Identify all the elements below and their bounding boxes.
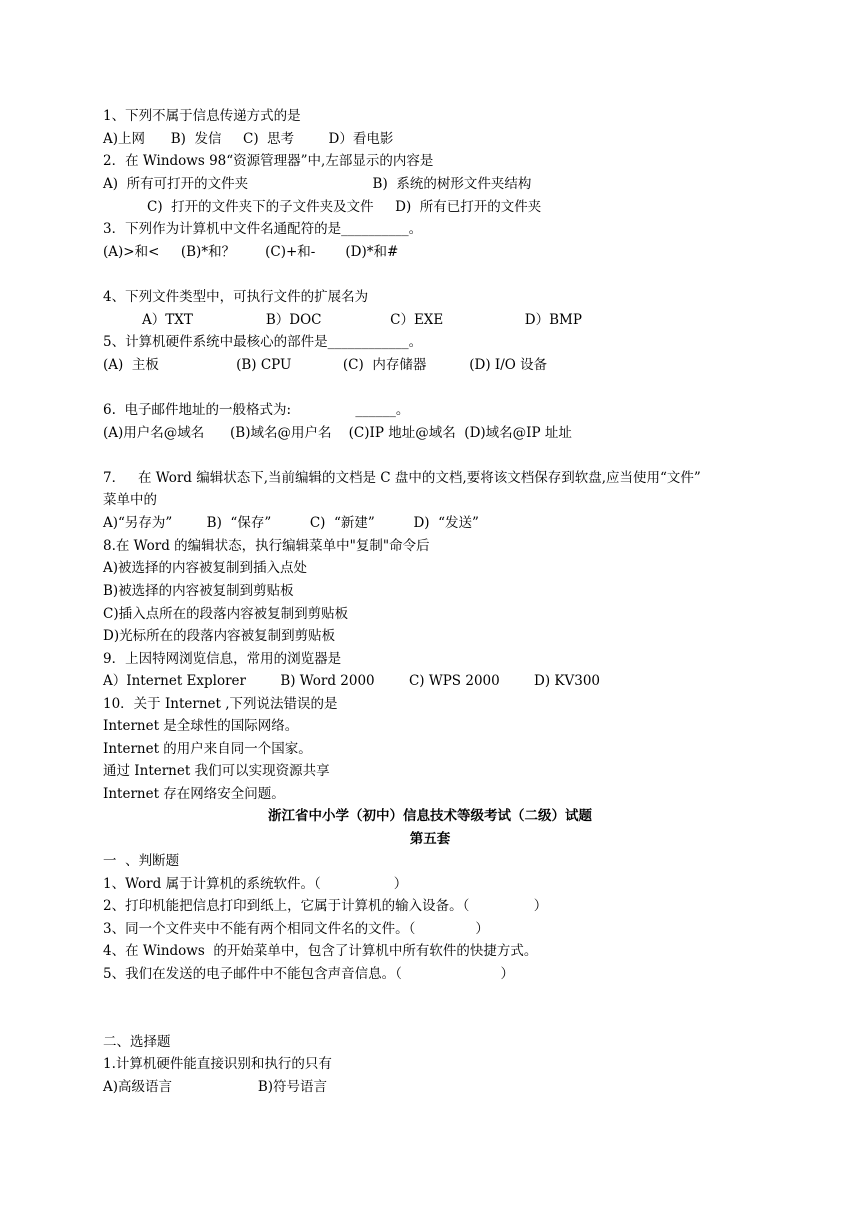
q6-options: (A)用户名@域名 (B)域名@用户名 (C)IP 地址@域名 (D)域名@IP 址址: [103, 425, 572, 441]
exam-set: 第五套: [409, 831, 451, 847]
q7-question-line1: 7． 在 Word 编辑状态下,当前编辑的文档是 C 盘中的文档,要将该文档保存到软盘,应当使用“文件”: [103, 470, 701, 486]
judgment-item: 4、在 Windows 的开始菜单中，包含了计算机中所有软件的快捷方式。: [103, 943, 538, 959]
q8-option-d: D)光标所在的段落内容被复制到剪贴板: [103, 628, 336, 644]
q8-question: 8.在 Word 的编辑状态，执行编辑菜单中"复制"命令后: [103, 538, 430, 554]
q7-options: A)“另存为” B) “保存” C) “新建” D) “发送”: [103, 515, 479, 531]
q3-question: 3．下列作为计算机中文件名通配符的是__________。: [103, 221, 423, 237]
q5-options: (A) 主板 (B) CPU (C) 内存储器 (D) I/O 设备: [103, 357, 548, 373]
q9-question: 9．上因特网浏览信息，常用的浏览器是: [103, 651, 342, 667]
q1-options: A)上网 B) 发信 C) 思考 D）看电影: [103, 131, 394, 147]
q10-statement-c: 通过 Internet 我们可以实现资源共享: [103, 763, 330, 779]
exam-title: 浙江省中小学（初中）信息技术等级考试（二级）试题: [268, 808, 592, 824]
q10-statement-a: Internet 是全球性的国际网络。: [103, 718, 299, 734]
q9-options: A）Internet Explorer B) Word 2000 C) WPS 2000 D) KV300: [103, 673, 601, 689]
q10-statement-b: Internet 的用户来自同一个国家。: [103, 741, 312, 757]
q8-option-b: B)被选择的内容被复制到剪贴板: [103, 583, 294, 599]
section2-q1-question: 1.计算机硬件能直接识别和执行的只有: [103, 1056, 332, 1072]
q2-question: 2．在 Windows 98“资源管理器”中,左部显示的内容是: [103, 153, 434, 169]
q4-options: A）TXT B）DOC C）EXE D）BMP: [142, 312, 582, 328]
q5-question: 5、计算机硬件系统中最核心的部件是____________。: [103, 334, 423, 350]
q1-question: 1、下列不属于信息传递方式的是: [103, 108, 301, 124]
q3-options: (A)>和< (B)*和？ (C)+和- (D)*和#: [103, 244, 399, 260]
judgment-item: 3、同一个文件夹中不能有两个相同文件名的文件。（ ）: [103, 921, 489, 937]
q8-option-a: A)被选择的内容被复制到插入点处: [103, 560, 308, 576]
section2-heading: 二、选择题: [103, 1034, 171, 1050]
judgment-item: 1、Word 属于计算机的系统软件。（ ）: [103, 876, 408, 892]
q6-question: 6. 电子邮件地址的一般格式为: ______。: [103, 402, 410, 418]
q2-options-line2: C) 打开的文件夹下的子文件夹及文件 D) 所有已打开的文件夹: [147, 199, 542, 215]
q7-question-line2: 菜单中的: [103, 492, 157, 508]
section2-q1-options: A)高级语言 B)符号语言: [103, 1079, 328, 1095]
section1-heading: 一 、判断题: [103, 853, 180, 869]
q2-options-line1: A) 所有可打开的文件夹 B) 系统的树形文件夹结构: [103, 176, 532, 192]
q10-statement-d: Internet 存在网络安全问题。: [103, 786, 285, 802]
q8-option-c: C)插入点所在的段落内容被复制到剪贴板: [103, 606, 349, 622]
q10-question: 10．关于 Internet ,下列说法错误的是: [103, 696, 338, 712]
q4-question: 4、下列文件类型中，可执行文件的扩展名为: [103, 289, 369, 305]
judgment-item: 2、打印机能把信息打印到纸上，它属于计算机的输入设备。（ ）: [103, 898, 548, 914]
judgment-item: 5、我们在发送的电子邮件中不能包含声音信息。（ ）: [103, 966, 515, 982]
